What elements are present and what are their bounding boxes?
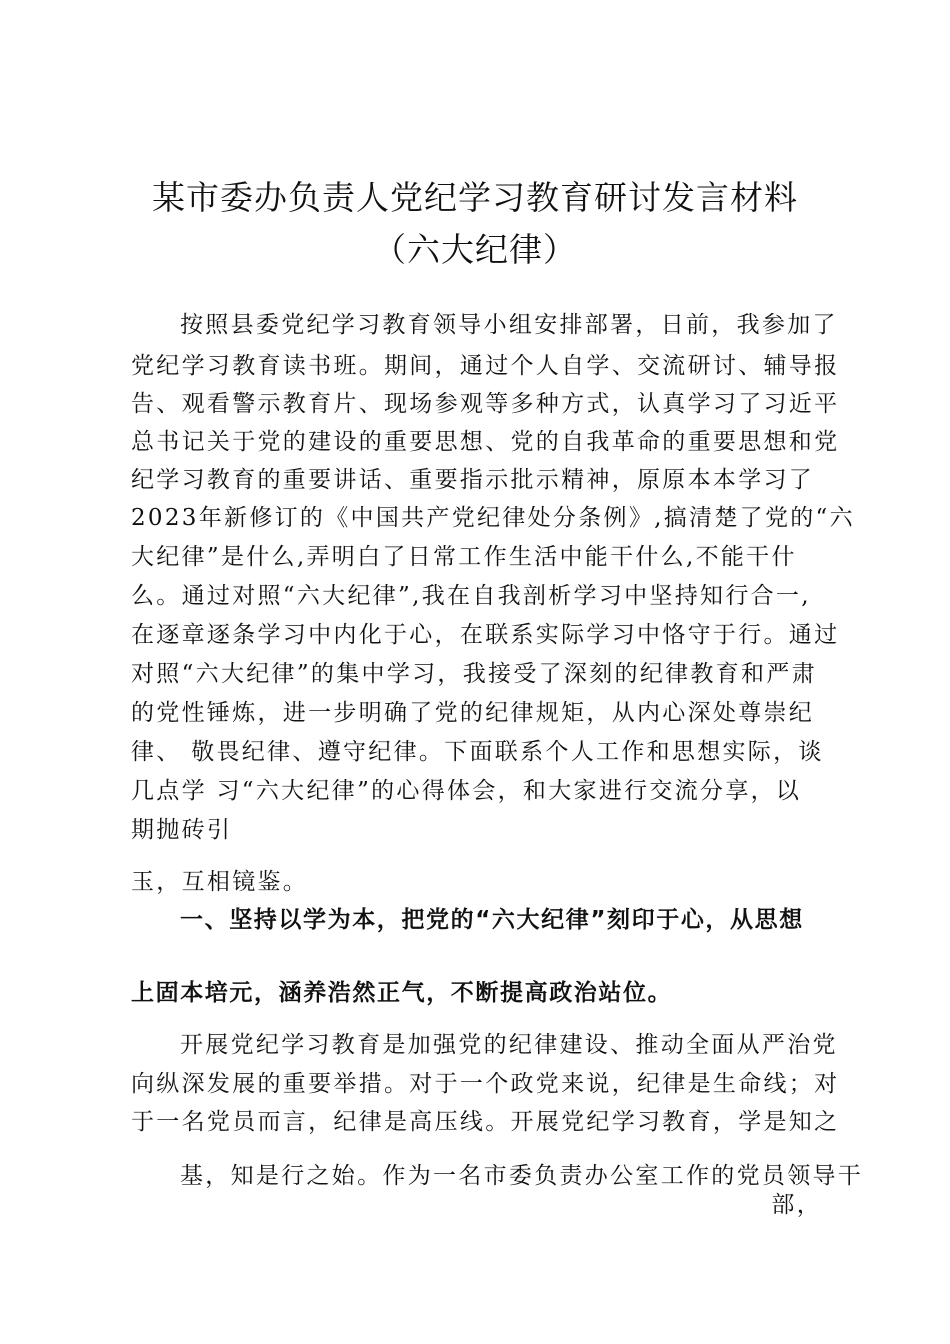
paragraph-line: 基，知是行之始。作为一名市委负责办公室工作的党员领导干 [180,1163,864,1189]
paragraph-line: 么。通过对照“六大纪律”,我在自我剖析学习中坚持知行合一, [131,583,811,609]
paragraph-line: 2023年新修订的《中国共产党纪律处分条例》,搞清楚了党的“六 [131,505,855,531]
paragraph-line: 对照“六大纪律”的集中学习，我接受了深刻的纪律教育和严肃 [131,661,817,687]
paragraph-line: 纪学习教育的重要讲话、重要指示批示精神，原原本本学习了 [131,467,815,493]
section-heading: 上固本培元，涵养浩然正气，不断提高政治站位。 [131,980,673,1006]
paragraph-line: 期抛砖引 [131,817,233,843]
paragraph-line: 告、观看警示教育片、现场参观等多种方式，认真学习了习近平 [131,391,840,417]
paragraph-line: 部， [771,1192,822,1218]
paragraph-line: 按照县委党纪学习教育领导小组安排部署，日前，我参加了 [180,312,838,338]
paragraph-line: 的党性锤炼，进一步明确了党的纪律规矩，从内心深处尊崇纪 [131,700,815,726]
document-title: 某市委办负责人党纪学习教育研讨发言材料 [152,178,798,217]
paragraph-line: 律、 敬畏纪律、遵守纪律。下面联系个人工作和思想实际，谈 [131,739,824,765]
paragraph-line: 总书记关于党的建设的重要思想、党的自我革命的重要思想和党 [131,429,840,455]
paragraph-line: 党纪学习教育读书班。期间，通过个人自学、交流研讨、辅导报 [131,353,840,379]
paragraph-line: 于一名党员而言，纪律是高压线。开展党纪学习教育，学是知之 [131,1109,840,1135]
paragraph-line: 向纵深发展的重要举措。对于一个政党来说，纪律是生命线；对 [131,1071,840,1097]
paragraph-line: 玉，互相镜鉴。 [131,869,309,895]
section-heading: 一、坚持以学为本，把党的“六大纪律”刻印于心，从思想 [180,907,804,933]
document-subtitle: （六大纪律） [373,230,577,269]
paragraph-line: 大纪律”是什么,弄明白了日常工作生活中能干什么,不能干什 [131,544,797,570]
paragraph-line: 几点学 习“六大纪律”的心得体会，和大家进行交流分享，以 [131,778,802,804]
paragraph-line: 在逐章逐条学习中内化于心，在联系实际学习中恪守于行。通过 [131,622,840,648]
paragraph-line: 开展党纪学习教育是加强党的纪律建设、推动全面从严治党 [180,1032,838,1058]
